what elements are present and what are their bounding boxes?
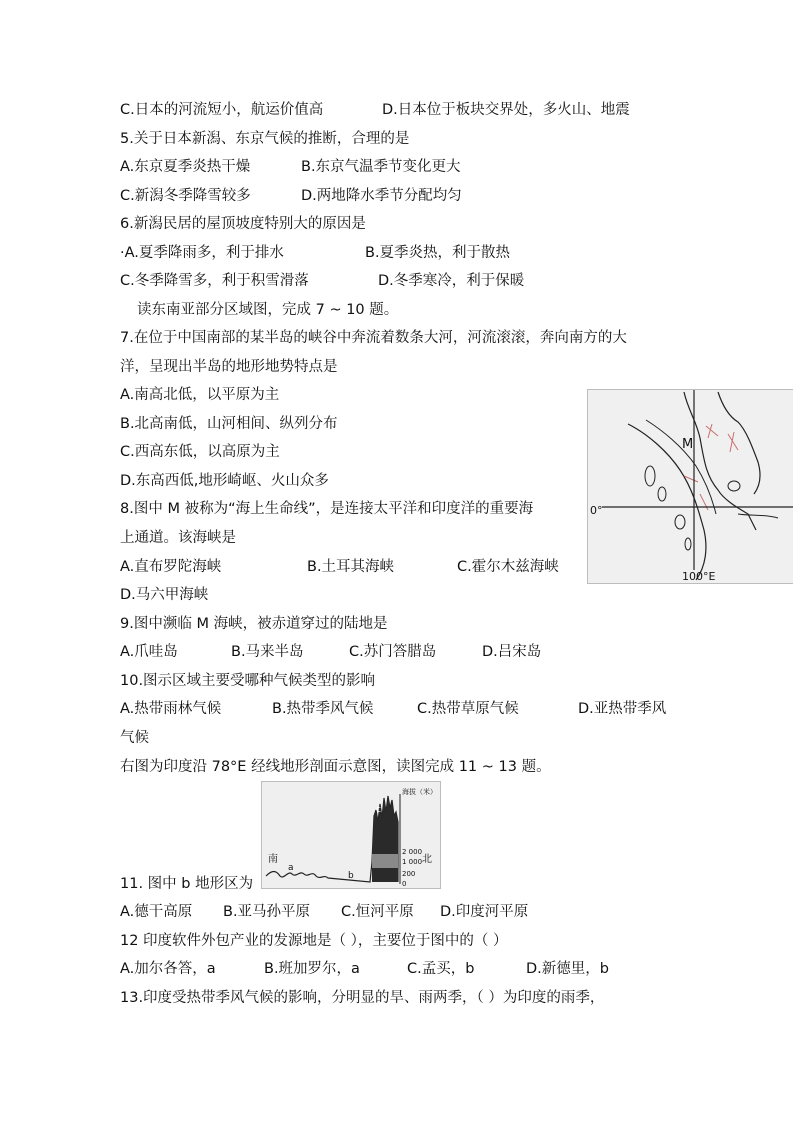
- q11-option-c: C.恒河平原: [341, 904, 414, 920]
- intro-11-13: 右图为印度沿 78°E 经线地形剖面示意图，读图完成 11 ~ 13 题。: [120, 759, 551, 775]
- q6-option-b: B.夏季炎热，利于散热: [365, 245, 511, 261]
- q6-option-c: C.冬季降雪多，利于积雪滑落: [120, 273, 309, 289]
- question-10: 10.图示区域主要受哪种气候类型的影响: [120, 673, 376, 689]
- question-5: 5.关于日本新潟、东京气候的推断，合理的是: [120, 131, 410, 147]
- india-terrain-profile: [261, 781, 441, 889]
- q12-option-c: C.孟买，b: [407, 961, 475, 977]
- q10-option-d: D.亚热带季风: [578, 701, 667, 717]
- equator-label: 0°: [590, 504, 603, 517]
- question-11: 11. 图中 b 地形区为: [120, 876, 254, 892]
- label-north: 北: [422, 854, 432, 865]
- q5-option-a: A.东京夏季炎热干燥: [120, 159, 251, 175]
- map-graphic: [588, 390, 793, 583]
- tick-2000: 2 000: [402, 848, 423, 856]
- question-8-line1: 8.图中 M 被称为“海上生命线”，是连接太平洋和印度洋的重要海: [120, 501, 534, 517]
- q8-option-b: B.土耳其海峡: [307, 559, 395, 575]
- question-7-line1: 7.在位于中国南部的某半岛的峡谷中奔流着数条大河，河流滚滚，奔向南方的大: [120, 330, 627, 346]
- tick-0: 0: [402, 880, 407, 888]
- question-9: 9.图中濒临 M 海峡，被赤道穿过的陆地是: [120, 616, 388, 632]
- q5-option-c: C.新潟冬季降雪较多: [120, 188, 251, 204]
- q10-option-b: B.热带季风气候: [272, 701, 374, 717]
- q8-option-d: D.马六甲海峡: [120, 587, 209, 603]
- q6-option-a: ·A.夏季降雨多，利于排水: [120, 245, 284, 261]
- question-6: 6.新潟民居的屋顶坡度特别大的原因是: [120, 216, 366, 232]
- q9-option-a: A.爪哇岛: [120, 644, 178, 660]
- profile-graphic: [262, 782, 440, 888]
- q10-option-a: A.热带雨林气候: [120, 701, 222, 717]
- q8-option-a: A.直布罗陀海峡: [120, 559, 222, 575]
- q12-option-b: B.班加罗尔，a: [264, 961, 360, 977]
- q7-option-d: D.东高西低,地形崎岖、火山众多: [120, 473, 329, 489]
- q11-option-b: B.亚马孙平原: [223, 904, 311, 920]
- question-7-line2: 洋，呈现出半岛的地形地势特点是: [120, 359, 338, 375]
- q11-option-a: A.德干高原: [120, 904, 193, 920]
- intro-7-10: 读东南亚部分区域图，完成 7 ~ 10 题。: [137, 302, 399, 318]
- q12-option-a: A.加尔各答，a: [120, 961, 216, 977]
- question-12: 12 印度软件外包产业的发源地是（ ），主要位于图中的（ ）: [120, 933, 508, 949]
- mountain-band: [372, 854, 398, 868]
- q5-option-d: D.两地降水季节分配均匀: [301, 188, 462, 204]
- question-13: 13.印度受热带季风气候的影响，分明显的旱、雨两季，（ ）为印度的雨季，: [120, 990, 605, 1006]
- meridian-label: 100°E: [682, 570, 716, 583]
- label-a: a: [288, 863, 294, 873]
- label-c: c: [376, 805, 381, 815]
- q11-option-d: D.印度河平原: [440, 904, 529, 920]
- tick-1000: 1 000: [402, 858, 423, 866]
- tick-200: 200: [402, 870, 416, 878]
- q12-option-d: D.新德里，b: [526, 961, 609, 977]
- southeast-asia-map: [587, 389, 793, 584]
- q9-option-b: B.马来半岛: [231, 644, 304, 660]
- q7-option-c: C.西高东低，以高原为主: [120, 444, 280, 460]
- q9-option-c: C.苏门答腊岛: [349, 644, 437, 660]
- q10-option-d-cont: 气候: [120, 730, 149, 746]
- q5-option-b: B.东京气温季节变化更大: [301, 159, 461, 175]
- label-b: b: [348, 871, 354, 881]
- q7-option-a: A.南高北低，以平原为主: [120, 387, 280, 403]
- question-8-line2: 上通道。该海峡是: [120, 530, 236, 546]
- q9-option-d: D.吕宋岛: [482, 644, 542, 660]
- altitude-axis-title: 海拔（米）: [402, 788, 437, 796]
- q8-option-c: C.霍尔木兹海峡: [457, 559, 559, 575]
- label-south: 南: [268, 854, 278, 865]
- q4-option-c: C.日本的河流短小，航运价值高: [120, 102, 324, 118]
- q4-option-d: D.日本位于板块交界处，多火山、地震: [382, 102, 630, 118]
- q7-option-b: B.北高南低，山河相间、纵列分布: [120, 416, 338, 432]
- q10-option-c: C.热带草原气候: [417, 701, 519, 717]
- strait-label-m: M: [682, 437, 694, 452]
- q6-option-d: D.冬季寒冷，利于保暖: [378, 273, 525, 289]
